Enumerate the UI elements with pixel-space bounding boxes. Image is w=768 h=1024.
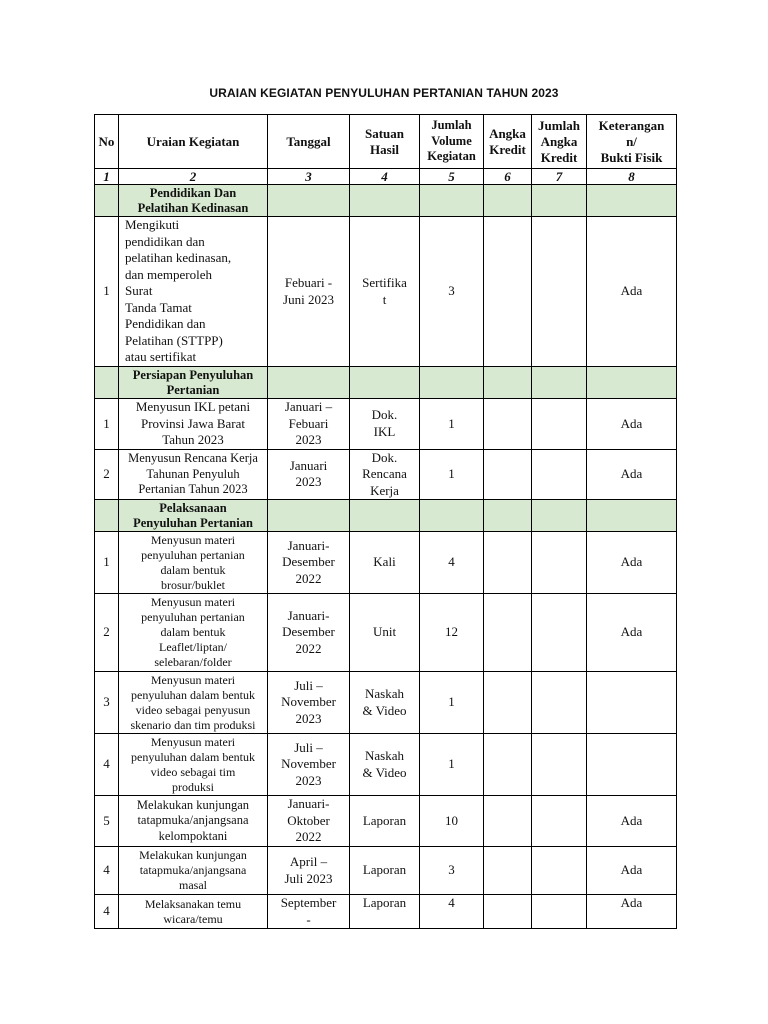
section-no-cell (95, 367, 119, 399)
row-number: 5 (95, 796, 119, 847)
row-jumlah-angka-kredit (532, 796, 587, 847)
table-row (95, 734, 677, 796)
table-row (95, 796, 677, 847)
row-keterangan: Ada (587, 532, 677, 594)
section-empty-cell (587, 367, 677, 399)
row-number: 4 (95, 847, 119, 895)
row-satuan: Naskah & Video (350, 672, 420, 734)
column-number: 5 (420, 169, 484, 185)
row-volume: 1 (420, 734, 484, 796)
row-tanggal: Juli – November 2023 (268, 672, 350, 734)
row-jumlah-angka-kredit (532, 594, 587, 672)
row-number: 4 (95, 895, 119, 929)
row-volume: 10 (420, 796, 484, 847)
row-volume: 3 (420, 217, 484, 367)
section-header-row (95, 185, 677, 217)
row-satuan: Dok. Rencana Kerja (350, 449, 420, 500)
section-empty-cell (484, 367, 532, 399)
row-jumlah-angka-kredit (532, 532, 587, 594)
section-empty-cell (587, 185, 677, 217)
row-uraian: Mengikuti pendidikan dan pelatihan kedinasan, dan memperoleh Surat Tanda Tamat Pendidikan dan Pelatihan (STTPP) atau sertifikat (119, 217, 268, 367)
section-no-cell (95, 185, 119, 217)
section-empty-cell (268, 185, 350, 217)
section-title: Pelaksanaan Penyuluhan Pertanian (119, 500, 268, 532)
section-empty-cell (587, 500, 677, 532)
table-row (95, 672, 677, 734)
row-volume: 3 (420, 847, 484, 895)
section-empty-cell (268, 367, 350, 399)
row-satuan: Unit (350, 594, 420, 672)
row-tanggal: Januari 2023 (268, 449, 350, 500)
row-jumlah-angka-kredit (532, 847, 587, 895)
row-uraian: Melaksanakan temu wicara/temu (119, 895, 268, 929)
row-volume: 1 (420, 399, 484, 450)
table-row (95, 847, 677, 895)
row-angka-kredit (484, 734, 532, 796)
row-number: 1 (95, 399, 119, 450)
row-keterangan: Ada (587, 895, 677, 929)
table-row (95, 532, 677, 594)
row-angka-kredit (484, 672, 532, 734)
column-number: 1 (95, 169, 119, 185)
section-empty-cell (532, 500, 587, 532)
row-tanggal: Januari- Oktober 2022 (268, 796, 350, 847)
row-satuan: Sertifika t (350, 217, 420, 367)
row-uraian: Melakukan kunjungan tatapmuka/anjangsana kelompoktani (119, 796, 268, 847)
row-angka-kredit (484, 532, 532, 594)
row-number: 3 (95, 672, 119, 734)
section-empty-cell (268, 500, 350, 532)
row-angka-kredit (484, 847, 532, 895)
document-title: URAIAN KEGIATAN PENYULUHAN PERTANIAN TAHUN 2023 (209, 86, 559, 100)
row-keterangan: Ada (587, 594, 677, 672)
row-uraian: Menyusun materi penyuluhan dalam bentuk video sebagai penyusun skenario dan tim produksi (119, 672, 268, 734)
row-keterangan: Ada (587, 796, 677, 847)
header-uraian: Uraian Kegiatan (119, 115, 268, 169)
column-number-row (95, 169, 677, 185)
row-satuan: Kali (350, 532, 420, 594)
column-number: 3 (268, 169, 350, 185)
row-tanggal: Januari – Febuari 2023 (268, 399, 350, 450)
header-no: No (95, 115, 119, 169)
section-empty-cell (350, 185, 420, 217)
row-uraian: Menyusun IKL petani Provinsi Jawa Barat Tahun 2023 (119, 399, 268, 450)
row-number: 2 (95, 449, 119, 500)
table-row (95, 217, 677, 367)
header-jumlah-angka-kredit: Jumlah Angka Kredit (532, 115, 587, 169)
table-row (95, 449, 677, 500)
row-number: 4 (95, 734, 119, 796)
header-row (95, 115, 677, 169)
row-keterangan: Ada (587, 847, 677, 895)
row-tanggal: Januari- Desember 2022 (268, 532, 350, 594)
row-tanggal: Juli – November 2023 (268, 734, 350, 796)
row-number: 2 (95, 594, 119, 672)
column-number: 7 (532, 169, 587, 185)
row-uraian: Menyusun materi penyuluhan dalam bentuk video sebagai tim produksi (119, 734, 268, 796)
section-empty-cell (532, 367, 587, 399)
column-number: 4 (350, 169, 420, 185)
section-empty-cell (484, 185, 532, 217)
row-angka-kredit (484, 895, 532, 929)
row-jumlah-angka-kredit (532, 217, 587, 367)
activity-table (94, 114, 677, 929)
section-title: Pendidikan Dan Pelatihan Kedinasan (119, 185, 268, 217)
section-empty-cell (420, 185, 484, 217)
row-number: 1 (95, 532, 119, 594)
row-angka-kredit (484, 594, 532, 672)
section-empty-cell (532, 185, 587, 217)
header-satuan: Satuan Hasil (350, 115, 420, 169)
section-header-row (95, 367, 677, 399)
table-row (95, 594, 677, 672)
row-angka-kredit (484, 796, 532, 847)
row-uraian: Menyusun Rencana Kerja Tahunan Penyuluh Pertanian Tahun 2023 (119, 449, 268, 500)
section-header-row (95, 500, 677, 532)
row-keterangan (587, 672, 677, 734)
row-keterangan: Ada (587, 399, 677, 450)
row-keterangan: Ada (587, 449, 677, 500)
row-volume: 1 (420, 449, 484, 500)
row-satuan: Dok. IKL (350, 399, 420, 450)
row-tanggal: Febuari - Juni 2023 (268, 217, 350, 367)
row-satuan: Laporan (350, 796, 420, 847)
section-empty-cell (420, 500, 484, 532)
section-empty-cell (350, 367, 420, 399)
row-satuan: Laporan (350, 895, 420, 929)
row-volume: 4 (420, 895, 484, 929)
section-empty-cell (484, 500, 532, 532)
row-volume: 4 (420, 532, 484, 594)
section-empty-cell (420, 367, 484, 399)
row-volume: 1 (420, 672, 484, 734)
row-volume: 12 (420, 594, 484, 672)
row-satuan: Naskah & Video (350, 734, 420, 796)
column-number: 2 (119, 169, 268, 185)
row-uraian: Menyusun materi penyuluhan pertanian dalam bentuk Leaflet/liptan/ selebaran/folder (119, 594, 268, 672)
row-jumlah-angka-kredit (532, 895, 587, 929)
table-row (95, 399, 677, 450)
section-title: Persiapan Penyuluhan Pertanian (119, 367, 268, 399)
column-number: 8 (587, 169, 677, 185)
row-uraian: Melakukan kunjungan tatapmuka/anjangsana masal (119, 847, 268, 895)
row-number: 1 (95, 217, 119, 367)
row-angka-kredit (484, 449, 532, 500)
row-angka-kredit (484, 399, 532, 450)
row-jumlah-angka-kredit (532, 449, 587, 500)
row-tanggal: April – Juli 2023 (268, 847, 350, 895)
header-keterangan: Keterangan n/ Bukti Fisik (587, 115, 677, 169)
row-satuan: Laporan (350, 847, 420, 895)
column-number: 6 (484, 169, 532, 185)
row-tanggal: September - (268, 895, 350, 929)
row-uraian: Menyusun materi penyuluhan pertanian dalam bentuk brosur/buklet (119, 532, 268, 594)
row-tanggal: Januari- Desember 2022 (268, 594, 350, 672)
section-no-cell (95, 500, 119, 532)
row-angka-kredit (484, 217, 532, 367)
row-jumlah-angka-kredit (532, 734, 587, 796)
row-jumlah-angka-kredit (532, 672, 587, 734)
row-keterangan (587, 734, 677, 796)
header-tanggal: Tanggal (268, 115, 350, 169)
header-angka-kredit: Angka Kredit (484, 115, 532, 169)
row-keterangan: Ada (587, 217, 677, 367)
header-jumlah-volume: Jumlah Volume Kegiatan (420, 115, 484, 169)
section-empty-cell (350, 500, 420, 532)
table-row (95, 895, 677, 929)
row-jumlah-angka-kredit (532, 399, 587, 450)
